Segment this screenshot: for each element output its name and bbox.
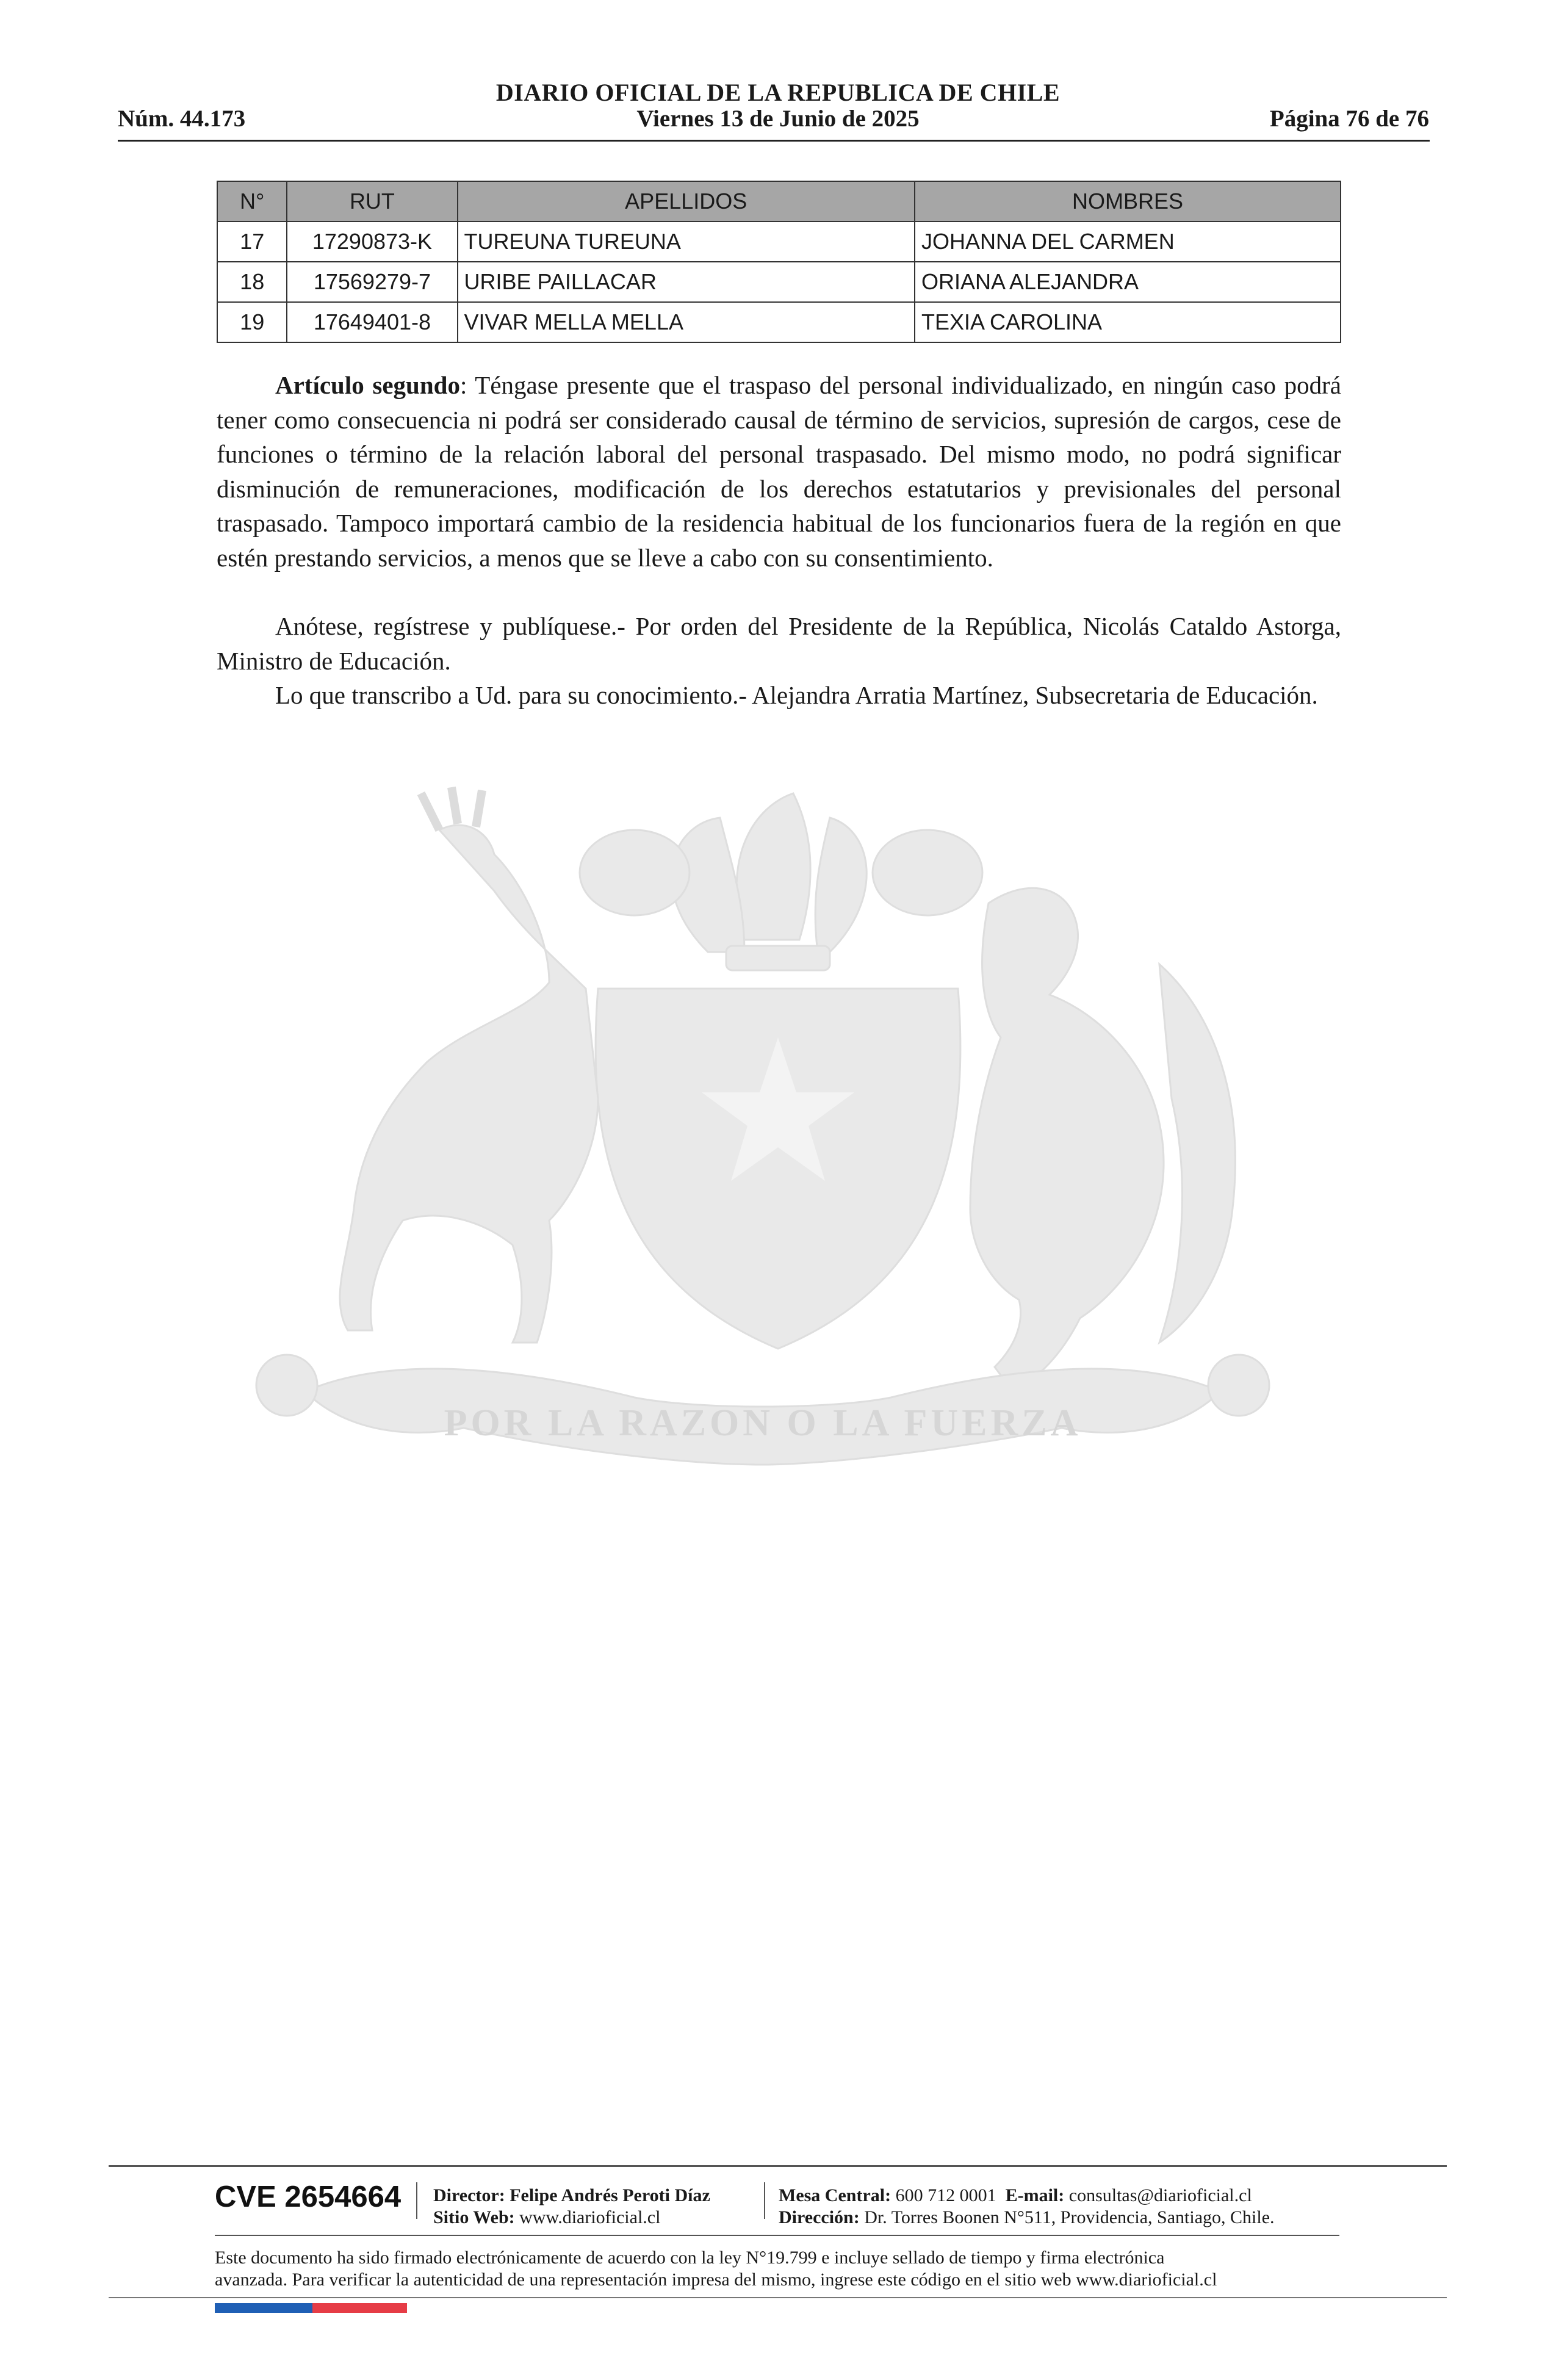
newspaper-title: DIARIO OFICIAL DE LA REPUBLICA DE CHILE: [495, 79, 1061, 106]
footer-top-divider: [109, 2165, 1447, 2167]
address-value: Dr. Torres Boonen N°511, Providencia, Santiago, Chile.: [864, 2207, 1275, 2227]
cell-rut: 17569279-7: [287, 262, 457, 302]
column-header-rut: RUT: [287, 181, 457, 222]
legal-notice-line-1: Este documento ha sido firmado electrónicamente de acuerdo con la ley N°19.799 e incluye sellado de tiempo y firma electrónica: [215, 2248, 1165, 2268]
column-header-names: NOMBRES: [915, 181, 1341, 222]
website-label: Sitio Web:: [433, 2207, 515, 2227]
article-label: Artículo segundo: [275, 371, 460, 399]
director-label: Director:: [433, 2185, 505, 2205]
legal-notice-line-2: avanzada. Para verificar la autenticidad de una representación impresa del mismo, ingrese este código en el sitio web www.diarioficial.cl: [215, 2270, 1217, 2290]
cell-surnames: URIBE PAILLACAR: [458, 262, 915, 302]
article-text: : Téngase presente que el traspaso del personal individualizado, en ningún caso podrá tener como consecuencia ni podrá ser considerado causal de término de servicios, supresión de cargos, cese de funciones o término de la relación laboral del personal traspasado. Del mismo modo, no podrá significar disminución de remuneraciones, modificación de los derechos estatutarios y previsionales del personal traspasado. Tampoco importará cambio de la residencia habitual de los funcionarios fuera de la región en que estén prestando servicios, a menos que se lleve a cabo con su consentimiento.: [217, 371, 1341, 572]
header-divider: [118, 140, 1430, 142]
contact-line: [779, 2185, 1275, 2207]
closing-paragraph-1: Anótese, regístrese y publíquese.- Por orden del Presidente de la República, Nicolás Cataldo Astorga, Ministro de Educación.: [217, 612, 1341, 675]
cell-number: 17: [217, 222, 287, 262]
cell-surnames: TUREUNA TUREUNA: [458, 222, 915, 262]
table-row: [217, 302, 1341, 342]
flag-bar-blue: [215, 2303, 312, 2313]
website-line: [433, 2207, 710, 2229]
cve-code: CVE 2654664: [215, 2180, 402, 2213]
issue-date: Viernes 13 de Junio de 2025: [636, 106, 920, 132]
closing-paragraph-2: Lo que transcribo a Ud. para su conocimiento.- Alejandra Arratia Martínez, Subsecretaria de Educación.: [275, 681, 1318, 709]
footer-bottom-divider: [109, 2297, 1447, 2298]
director-line: [433, 2185, 710, 2207]
footer-director-block: [433, 2185, 710, 2229]
footer-separator: [416, 2182, 417, 2219]
table-header-row: [217, 181, 1341, 222]
personnel-table: [217, 181, 1341, 343]
page-indicator: Página 76 de 76: [1269, 106, 1429, 132]
table-row: [217, 222, 1341, 262]
address-label: Dirección:: [779, 2207, 860, 2227]
cell-surnames: VIVAR MELLA MELLA: [458, 302, 915, 342]
column-header-number: N°: [217, 181, 287, 222]
phone-value: 600 712 0001: [895, 2185, 996, 2205]
watermark-motto: POR LA RAZON O LA FUERZA: [444, 1402, 1082, 1444]
article-paragraph: [217, 368, 1341, 575]
footer-separator: [764, 2182, 765, 2219]
director-name: Felipe Andrés Peroti Díaz: [510, 2185, 710, 2205]
table-row: [217, 262, 1341, 302]
cell-names: JOHANNA DEL CARMEN: [915, 222, 1341, 262]
phone-label: Mesa Central:: [779, 2185, 891, 2205]
column-header-surnames: APELLIDOS: [458, 181, 915, 222]
legal-notice: [215, 2247, 1339, 2291]
cell-rut: 17649401-8: [287, 302, 457, 342]
issue-number: Núm. 44.173: [118, 106, 246, 132]
address-line: [779, 2207, 1275, 2229]
flag-bar-red: [312, 2303, 407, 2313]
cell-names: ORIANA ALEJANDRA: [915, 262, 1341, 302]
footer-middle-divider: [215, 2235, 1339, 2236]
email-link[interactable]: consultas@diarioficial.cl: [1068, 2185, 1252, 2205]
cell-number: 19: [217, 302, 287, 342]
cell-number: 18: [217, 262, 287, 302]
website-link[interactable]: www.diarioficial.cl: [519, 2207, 661, 2227]
email-label: E-mail:: [1005, 2185, 1065, 2205]
cell-names: TEXIA CAROLINA: [915, 302, 1341, 342]
document-body: [217, 368, 1341, 713]
coat-of-arms-watermark-icon: [207, 781, 1318, 1544]
cell-rut: 17290873-K: [287, 222, 457, 262]
footer-contact-block: [779, 2185, 1275, 2229]
